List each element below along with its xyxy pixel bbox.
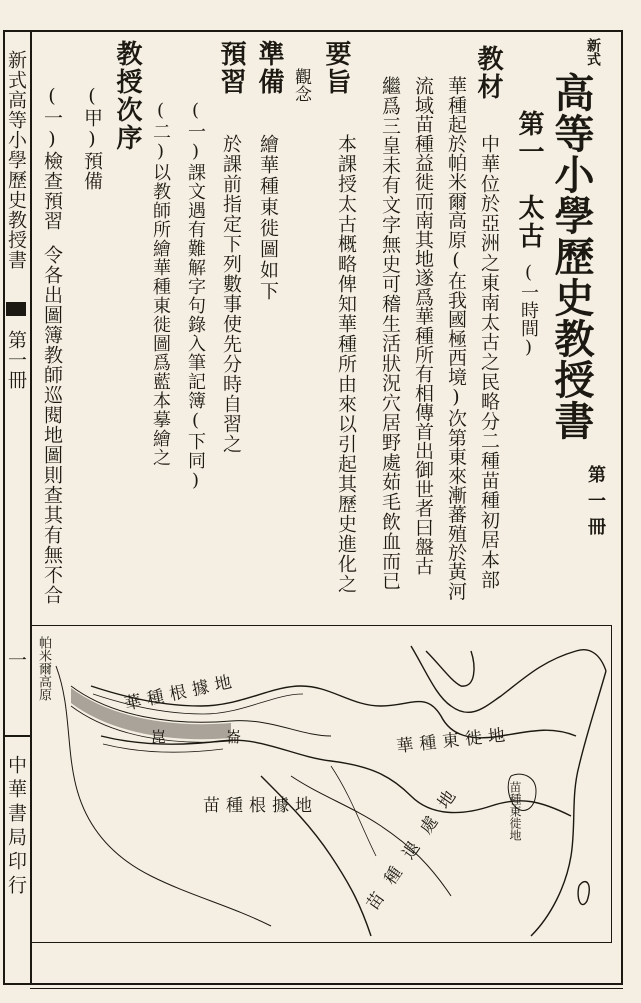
margin-rule-mid	[5, 735, 30, 737]
margin-block-mark	[6, 302, 26, 316]
lesson-duration: (一時間)	[518, 262, 539, 358]
materials-line-1: 中華位於亞洲之東南太古之民略分二種苗種初居本部	[478, 134, 500, 590]
materials-line-4: 繼爲三皇未有文字無史可稽生活狀況穴居野處茹毛飲血而已	[379, 76, 401, 591]
aim-sublabel: 觀念	[291, 68, 311, 102]
preview-label: 預習	[216, 40, 246, 96]
margin-publisher: 中華書局印行	[5, 755, 27, 899]
procedure-line-2: (一)檢查預習	[41, 85, 63, 231]
migration-map	[30, 625, 612, 943]
margin-book-title: 新式高等小學歷史教授書	[5, 50, 27, 270]
lesson-heading: 第一 太古	[514, 110, 544, 250]
header-series-prefix: 新式	[585, 38, 601, 66]
map-label-hua-origin: 華種根據地	[122, 671, 240, 715]
preparation-line-1: 繪華種東徙圖如下	[257, 134, 279, 302]
materials-label: 教材	[473, 45, 503, 101]
bottom-rule	[30, 988, 623, 989]
header-title: 高等小學歷史教授書	[548, 72, 595, 441]
map-label-miao-east: 苗種東徙地	[508, 781, 522, 841]
header-volume: 第一冊	[585, 465, 606, 543]
map-label-hua-east: 華種東徙地	[395, 725, 512, 757]
procedure-line-1: (甲)預備	[81, 85, 103, 191]
map-label-kunlun: 崑崙	[151, 728, 302, 746]
map-label-miao-retreat: 苗種退處地	[362, 775, 469, 915]
preview-line-3: (二)以教師所繪華種東徙圖爲藍本摹繪之	[150, 100, 171, 467]
preview-line-2: (一)課文遇有難解字句錄入筆記簿(下同)	[185, 100, 206, 492]
procedure-line-3: 令各出圖簿教師巡閱地圖則查其有無不合	[41, 245, 63, 605]
margin-volume: 第一冊	[5, 330, 27, 390]
procedure-label: 教授次序	[112, 40, 142, 152]
margin-page-number: 一	[5, 650, 27, 669]
aim-label: 要旨	[321, 40, 351, 96]
materials-line-2: 華種起於帕米爾高原(在我國極西境)次第東來漸蕃殖於黃河	[445, 76, 467, 601]
map-label-pamir: 帕米爾高原	[36, 636, 51, 701]
map-label-miao-origin: 苗種根據地	[203, 796, 318, 816]
preparation-label: 準備	[254, 40, 284, 96]
map-drawing	[31, 626, 612, 943]
materials-line-3: 流域苗種益徙而南其地遂爲華種所有相傳首出御世者曰盤古	[412, 76, 434, 576]
margin-rule-top	[3, 30, 30, 32]
preview-line-1: 於課前指定下列數事使先分時自習之	[220, 134, 242, 454]
aim-line-1: 本課授太古概略俾知華種所由來以引起其歷史進化之	[335, 134, 357, 594]
margin-rule-bottom	[3, 983, 30, 985]
